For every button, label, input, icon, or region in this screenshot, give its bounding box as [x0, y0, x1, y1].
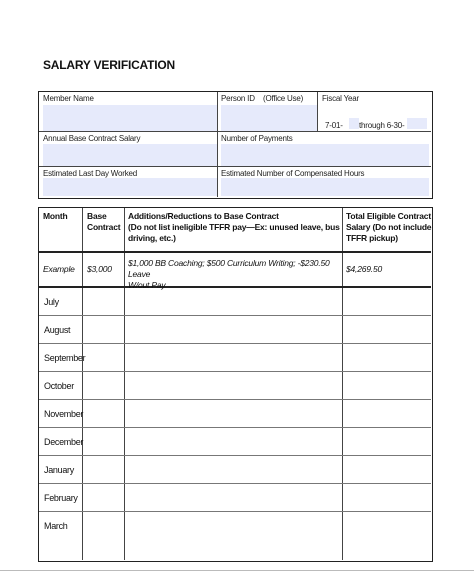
fiscal-year-label: Fiscal Year [322, 94, 359, 103]
example-total: $4,269.50 [346, 264, 383, 274]
fiscal-year-through: through 6-30- [359, 121, 405, 130]
total-cell[interactable] [343, 372, 431, 400]
month-label: October [44, 381, 74, 391]
total-cell[interactable] [343, 288, 431, 316]
table-row [39, 372, 431, 400]
additions-cell[interactable] [125, 512, 342, 540]
person-id-field[interactable] [221, 105, 317, 132]
month-label: January [44, 465, 74, 475]
table-row [39, 484, 431, 512]
last-day-worked-field[interactable] [43, 178, 217, 196]
month-label: November [44, 409, 84, 419]
member-name-field[interactable] [43, 105, 217, 132]
base-contract-cell[interactable] [83, 344, 124, 372]
member-info-box [38, 91, 433, 199]
base-contract-cell[interactable] [83, 484, 124, 512]
table-row [39, 456, 431, 484]
base-contract-cell[interactable] [83, 288, 124, 316]
number-of-payments-label: Number of Payments [221, 134, 293, 143]
table-row [39, 428, 431, 456]
page-bottom-divider [0, 570, 474, 571]
fiscal-year-through-field[interactable] [407, 118, 427, 129]
last-day-worked-label: Estimated Last Day Worked [43, 169, 138, 178]
month-label: July [44, 297, 59, 307]
additions-cell[interactable] [125, 288, 342, 316]
total-cell[interactable] [343, 512, 431, 540]
month-label: March [44, 521, 68, 531]
total-cell[interactable] [343, 484, 431, 512]
base-contract-cell[interactable] [83, 316, 124, 344]
fiscal-year-from-field[interactable] [349, 118, 359, 129]
month-label: September [44, 353, 86, 363]
table-row [39, 400, 431, 428]
base-contract-cell[interactable] [83, 372, 124, 400]
form-title: SALARY VERIFICATION [43, 58, 175, 72]
month-label: February [44, 493, 78, 503]
compensated-hours-label: Estimated Number of Compensated Hours [221, 169, 365, 178]
total-cell[interactable] [343, 344, 431, 372]
total-header: Total Eligible Contract Salary (Do not include TFFR pickup) [346, 211, 432, 243]
office-use-label: (Office Use) [263, 94, 304, 103]
additions-cell[interactable] [125, 456, 342, 484]
example-additions: $1,000 BB Coaching; $500 Curriculum Writing; -$230.50 Leave W/out Pay [128, 258, 330, 290]
example-month: Example [43, 264, 75, 274]
table-row [39, 344, 431, 372]
total-cell[interactable] [343, 428, 431, 456]
example-base: $3,000 [87, 264, 112, 274]
table-row [39, 316, 431, 344]
month-label: August [44, 325, 71, 335]
annual-salary-field[interactable] [43, 144, 217, 166]
base-contract-cell[interactable] [83, 456, 124, 484]
additions-cell[interactable] [125, 428, 342, 456]
base-contract-cell[interactable] [83, 428, 124, 456]
additions-cell[interactable] [125, 484, 342, 512]
table-row [39, 288, 431, 316]
month-label: December [44, 437, 84, 447]
base-contract-header: Base Contract [87, 211, 121, 232]
total-cell[interactable] [343, 456, 431, 484]
additions-cell[interactable] [125, 372, 342, 400]
base-contract-cell[interactable] [83, 512, 124, 540]
total-cell[interactable] [343, 400, 431, 428]
base-contract-cell[interactable] [83, 400, 124, 428]
table-row [39, 512, 431, 540]
total-cell[interactable] [343, 316, 431, 344]
fiscal-year-from: 7-01- [325, 121, 343, 130]
additions-cell[interactable] [125, 400, 342, 428]
annual-salary-label: Annual Base Contract Salary [43, 134, 141, 143]
compensated-hours-field[interactable] [221, 178, 429, 196]
additions-cell[interactable] [125, 316, 342, 344]
member-name-label: Member Name [43, 94, 94, 103]
additions-header: Additions/Reductions to Base Contract (Do not list ineligible TFFR pay—Ex: unused leave, bus driving, etc.) [128, 211, 340, 243]
salary-table [38, 207, 433, 562]
additions-cell[interactable] [125, 344, 342, 372]
month-header: Month [43, 211, 68, 221]
number-of-payments-field[interactable] [221, 144, 429, 166]
person-id-label: Person ID [221, 94, 255, 103]
